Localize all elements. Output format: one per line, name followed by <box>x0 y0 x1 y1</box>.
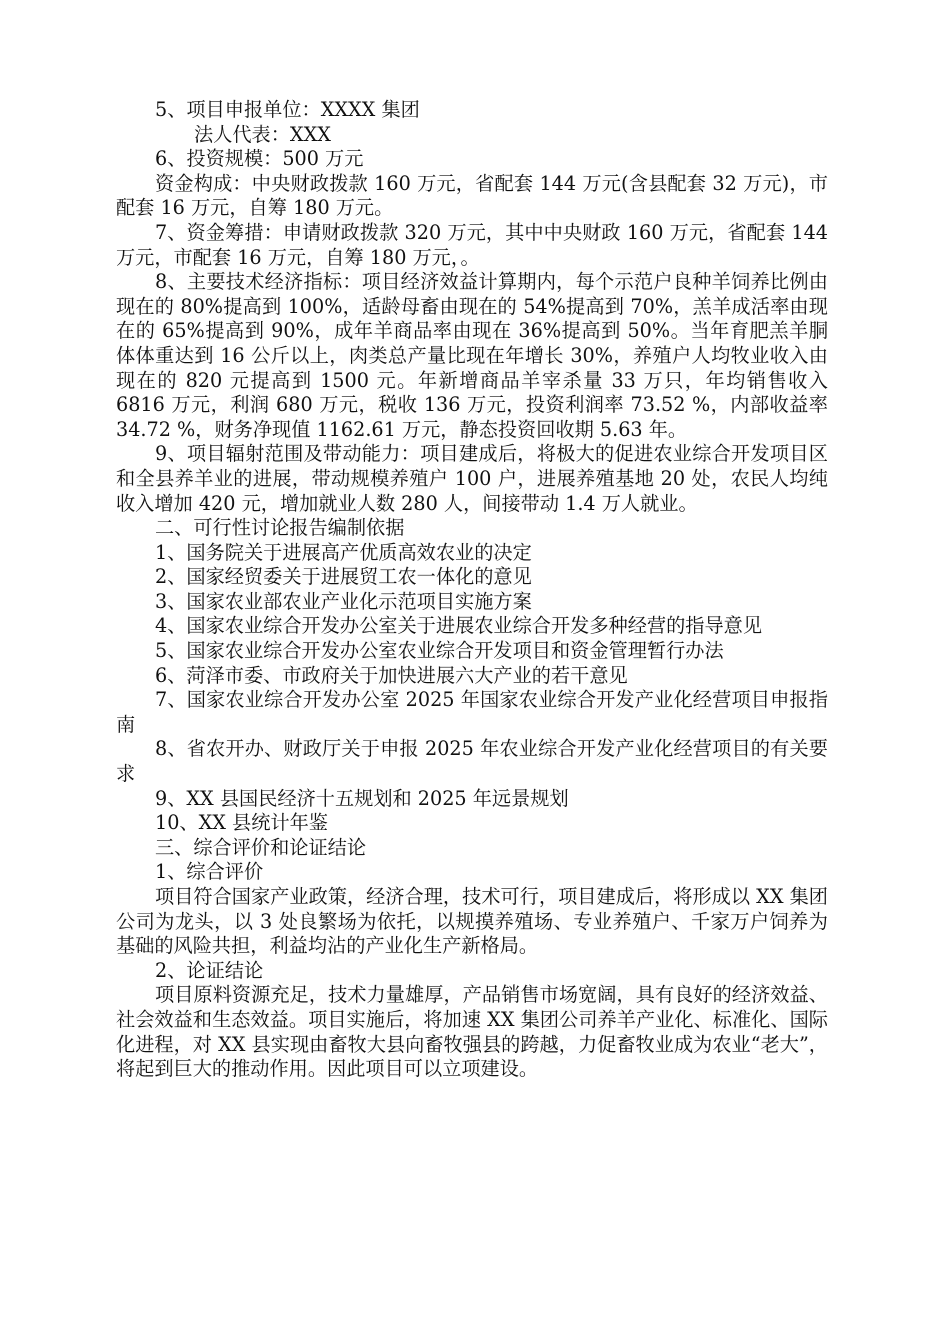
subsection-heading: 1、综合评价 <box>155 860 264 884</box>
document-body <box>116 98 828 1082</box>
paragraph: 8、主要技术经济指标：项目经济效益计算期内，每个示范户良种羊饲养比例由现在的 80%提高到 100%，适龄母畜由现在的 54%提高到 70%，羔羊成活率由现在的 65%提高到 90%，成年羊商品率由现在 36%提高到 50%。当年育肥羔羊胴体体重达到 16 公斤以上，肉类总产量比现在年增长 30%，养殖户人均牧业收入由现在的 820 元提高到 1500 元。年新增商品羊宰杀量 33 万只，年均销售收入 6816 万元，利润 680 万元，税收 136 万元，投资利润率 73.52 %，内部收益率 34.72 %，财务净现值 1162.61 万元，静态投资回收期 5.63 年。 <box>116 270 828 441</box>
paragraph: 6、投资规模：500 万元 <box>155 147 364 171</box>
list-item: 5、国家农业综合开发办公室农业综合开发项目和资金管理暂行办法 <box>155 639 724 663</box>
list-item: 2、国家经贸委关于进展贸工农一体化的意见 <box>155 565 532 589</box>
subsection-heading: 2、论证结论 <box>155 958 264 982</box>
list-item: 7、国家农业综合开发办公室 2025 年国家农业综合开发产业化经营项目申报指南 <box>116 688 828 736</box>
list-item: 9、XX 县国民经济十五规划和 2025 年远景规划 <box>155 786 569 810</box>
paragraph: 9、项目辐射范围及带动能力：项目建成后，将极大的促进农业综合开发项目区和全县养羊业的进展，带动规模养殖户 100 户，进展养殖基地 20 处，农民人均纯收入增加 420 元，增加就业人数 280 人，间接带动 1.4 万人就业。 <box>116 442 828 515</box>
paragraph: 法人代表：XXX <box>194 122 331 146</box>
list-item: 1、国务院关于进展高产优质高效农业的决定 <box>155 540 532 564</box>
paragraph: 资金构成：中央财政拨款 160 万元，省配套 144 万元(含县配套 32 万元)，市配套 16 万元，自筹 180 万元。 <box>116 171 828 220</box>
list-item: 4、国家农业综合开发办公室关于进展农业综合开发多种经营的指导意见 <box>155 614 763 638</box>
section-heading: 二、可行性讨论报告编制依据 <box>155 516 405 540</box>
paragraph: 项目原料资源充足，技术力量雄厚，产品销售市场宽阔，具有良好的经济效益、社会效益和生态效益。项目实施后，将加速 XX 集团公司养羊产业化、标准化、国际化进程，对 XX 县实现由畜牧大县向畜牧强县的跨越，力促畜牧业成为农业“老大”，将起到巨大的推动作用。因此项目可以立项建设。 <box>116 983 828 1081</box>
paragraph: 5、项目申报单位：XXXX 集团 <box>155 98 420 121</box>
list-item: 8、省农开办、财政厅关于申报 2025 年农业综合开发产业化经营项目的有关要求 <box>116 737 828 786</box>
list-item: 10、XX 县统计年鉴 <box>155 811 328 835</box>
paragraph: 项目符合国家产业政策，经济合理，技术可行，项目建成后，将形成以 XX 集团公司为龙头，以 3 处良繁场为依托，以规摸养殖场、专业养殖户、千家万户饲养为基础的风险共担，利益均沾的产业化生产新格局。 <box>116 885 828 958</box>
section-heading: 三、综合评价和论证结论 <box>155 835 367 859</box>
list-item: 3、国家农业部农业产业化示范项目实施方案 <box>155 589 532 613</box>
paragraph: 7、资金筹措：申请财政拨款 320 万元，其中中央财政 160 万元，省配套 144 万元，市配套 16 万元，自筹 180 万元，。 <box>116 220 828 269</box>
list-item: 6、菏泽市委、市政府关于加快进展六大产业的若干意见 <box>155 663 628 687</box>
